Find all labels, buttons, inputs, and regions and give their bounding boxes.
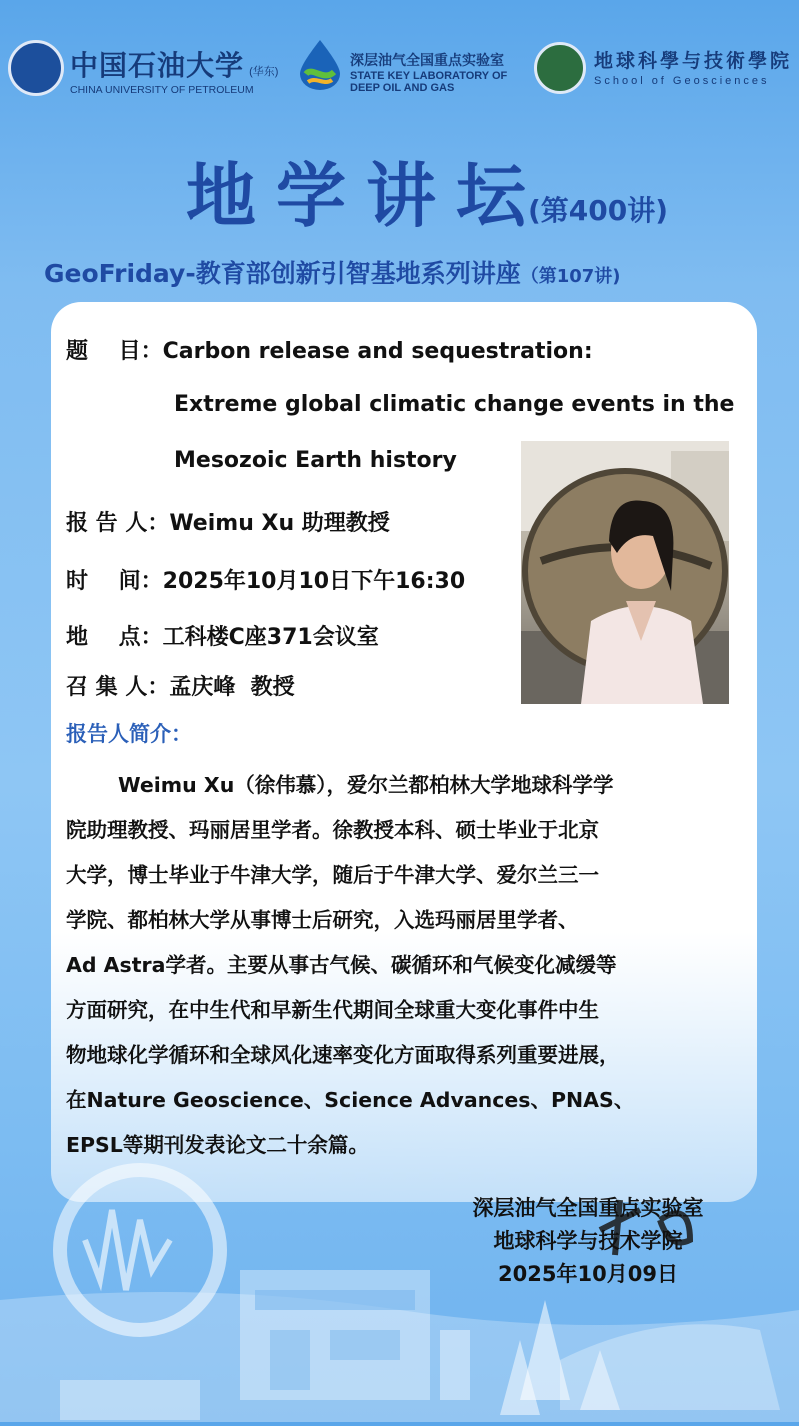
topic-line2: Extreme global climatic change events in the: [174, 392, 735, 417]
bio-line: 大学，博士毕业于牛津大学，随后于牛津大学、爱尔兰三一: [66, 863, 599, 887]
time-row: [66, 564, 465, 595]
lecture-count: (第400讲): [528, 194, 669, 227]
footer-organizer-lab: 深层油气全国重点实验室: [472, 1196, 704, 1220]
school-en-name: School of Geosciences: [594, 75, 770, 87]
bio-line: 物地球化学循环和全球风化速率变化方面取得系列重要进展，: [66, 1043, 620, 1067]
host-label: 召 集 人：: [66, 675, 170, 700]
topic-label: 题 目：: [66, 339, 163, 364]
bio-line: 方面研究，在中生代和早新生代期间全球重大变化事件中生: [66, 998, 599, 1022]
lab-en-line2: DEEP OIL AND GAS: [350, 82, 455, 94]
bio-line: Ad Astra学者。主要从事古气候、碳循环和气候变化减缓等: [66, 953, 617, 977]
speaker-label: 报 告 人：: [66, 511, 170, 536]
main-title: 地学讲坛: [186, 155, 546, 237]
university-name: 中国石油大学: [70, 49, 245, 82]
venue-row: [66, 620, 379, 651]
topic-line3: Mesozoic Earth history: [174, 448, 457, 473]
lab-drop-icon: [296, 38, 344, 92]
university-tag: (华东): [249, 66, 279, 78]
series-count: （第107讲): [520, 266, 621, 287]
topic-line1: Carbon release and sequestration:: [162, 339, 593, 364]
lab-en-line1: STATE KEY LABORATORY OF: [350, 70, 508, 82]
series-subtitle: [44, 254, 621, 290]
bio-text: [66, 768, 634, 1173]
bio-line: 院助理教授、玛丽居里学者。徐教授本科、硕士毕业于北京: [66, 818, 599, 842]
topic-row: [66, 334, 593, 365]
footer: [440, 1192, 736, 1288]
bio-line: EPSL等期刊发表论文二十余篇。: [66, 1133, 369, 1157]
time-label: 时 间：: [66, 569, 163, 594]
lab-logo: [350, 50, 507, 94]
bio-line: 在Nature Geoscience、Science Advances、PNAS、: [66, 1088, 635, 1112]
page-title: [186, 140, 668, 241]
bio-label: 报告人简介：: [66, 722, 192, 746]
host-value: 孟庆峰 教授: [169, 675, 295, 700]
speaker-photo: [521, 441, 729, 704]
venue-value: 工科楼C座371会议室: [162, 625, 379, 650]
series-title: GeoFriday-教育部创新引智基地系列讲座: [44, 259, 521, 288]
university-emblem-icon: [8, 40, 64, 96]
school-name: 地球科學与技術學院: [594, 50, 793, 72]
footer-organizer-school: 地球科学与技术学院: [493, 1229, 683, 1253]
speaker-name: Weimu Xu 助理教授: [169, 511, 390, 536]
host-row: [66, 670, 295, 701]
school-logo: [594, 46, 792, 87]
bio-line: Weimu Xu（徐伟慕），爱尔兰都柏林大学地球科学学: [118, 773, 614, 797]
time-value: 2025年10月10日下午16:30: [162, 569, 466, 594]
school-emblem-icon: [534, 42, 586, 94]
university-logo: [70, 44, 278, 96]
lab-name: 深层油气全国重点实验室: [350, 53, 504, 69]
bio-line: 学院、都柏林大学从事博士后研究，入选玛丽居里学者、: [66, 908, 579, 932]
venue-label: 地 点：: [66, 625, 163, 650]
footer-date: 2025年10月09日: [498, 1262, 678, 1286]
speaker-row: [66, 506, 390, 537]
header: [0, 0, 799, 110]
university-en-name: CHINA UNIVERSITY OF PETROLEUM: [70, 84, 254, 96]
